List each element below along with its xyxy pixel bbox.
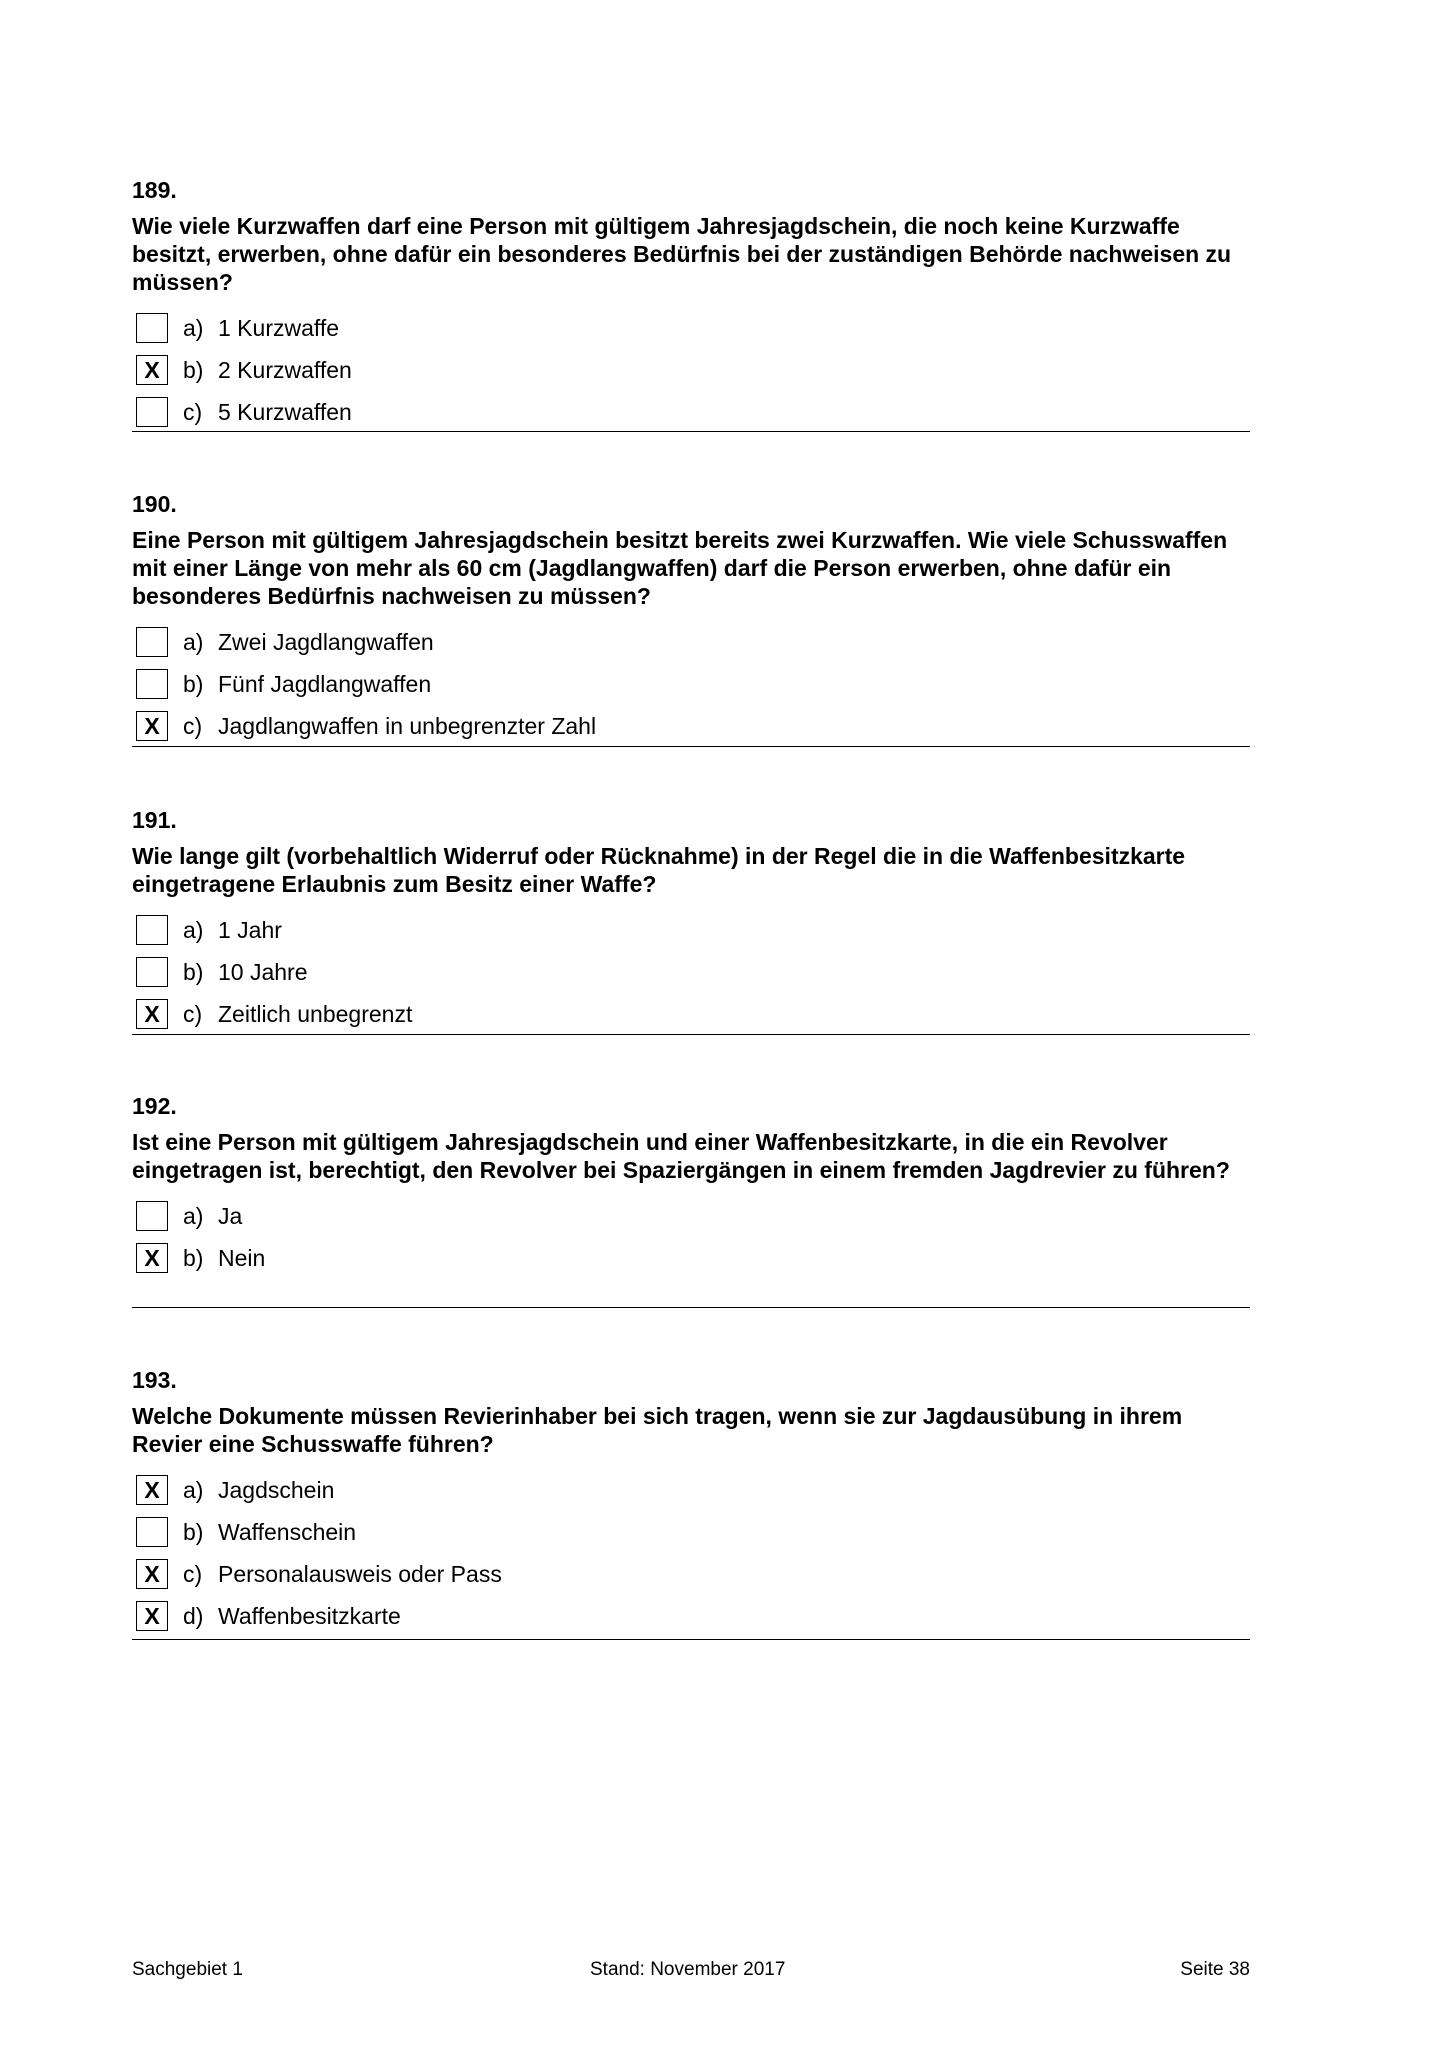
question-number: 190. [132, 491, 177, 517]
answer-letter: a) [183, 628, 204, 655]
answer-option [132, 621, 1250, 663]
answer-option [132, 1195, 1250, 1237]
question-block [132, 176, 1250, 433]
answer-text: 10 Jahre [218, 958, 308, 985]
question-block [132, 490, 1250, 747]
answer-option [132, 1469, 1250, 1511]
question-divider [132, 1639, 1250, 1640]
answer-option [132, 1553, 1250, 1595]
answer-letter: b) [183, 670, 204, 697]
answer-checkbox[interactable]: X [136, 999, 168, 1029]
question-text: Welche Dokumente müssen Revierinhaber bei sich tragen, wenn sie zur Jagdausübung in ihrem Revier eine Schusswaffe führen? [132, 1403, 1183, 1457]
answer-checkbox[interactable]: X [136, 1559, 168, 1589]
question-number: 189. [132, 177, 177, 203]
question-divider [132, 1034, 1250, 1035]
answer-list [132, 307, 1250, 433]
answer-letter: b) [183, 356, 204, 383]
answer-text: 1 Jahr [218, 916, 282, 943]
answer-text: Jagdschein [218, 1476, 335, 1503]
answer-letter: b) [183, 1244, 204, 1271]
question-block [132, 1366, 1250, 1637]
answer-checkbox[interactable]: X [136, 355, 168, 385]
answer-list [132, 621, 1250, 747]
answer-option [132, 349, 1250, 391]
answer-option [132, 909, 1250, 951]
answer-option [132, 307, 1250, 349]
answer-option [132, 1511, 1250, 1553]
answer-text: Zwei Jagdlangwaffen [218, 628, 434, 655]
answer-checkbox[interactable] [136, 957, 168, 987]
answer-checkbox[interactable] [136, 1201, 168, 1231]
answer-letter: a) [183, 1476, 204, 1503]
answer-checkbox[interactable]: X [136, 1243, 168, 1273]
question-number: 191. [132, 807, 177, 833]
question-block [132, 1092, 1250, 1279]
question-text: Wie viele Kurzwaffen darf eine Person mit gültigem Jahresjagdschein, die noch keine Kurzwaffe besitzt, erwerben, ohne dafür ein besonderes Bedürfnis bei der zuständigen Behörde nachweisen zu müssen? [132, 213, 1232, 295]
question-divider [132, 431, 1250, 432]
answer-letter: b) [183, 1518, 204, 1545]
page-footer [132, 1959, 1250, 1989]
answer-option [132, 705, 1250, 747]
answer-checkbox[interactable] [136, 313, 168, 343]
answer-text: Nein [218, 1244, 266, 1271]
question-block [132, 806, 1250, 1035]
answer-option [132, 993, 1250, 1035]
answer-checkbox[interactable] [136, 669, 168, 699]
answer-option [132, 1595, 1250, 1637]
answer-checkbox[interactable] [136, 397, 168, 427]
question-number: 193. [132, 1367, 177, 1393]
answer-list [132, 909, 1250, 1035]
answer-letter: a) [183, 314, 204, 341]
answer-text: Waffenbesitzkarte [218, 1602, 401, 1629]
answer-list [132, 1195, 1250, 1279]
answer-checkbox[interactable] [136, 627, 168, 657]
footer-date-label: Stand: November 2017 [590, 1959, 786, 1980]
answer-text: Ja [218, 1202, 243, 1229]
question-divider [132, 1307, 1250, 1308]
answer-letter: d) [183, 1602, 204, 1629]
answer-letter: c) [183, 1560, 203, 1587]
answer-letter: a) [183, 916, 204, 943]
question-text: Ist eine Person mit gültigem Jahresjagdschein und einer Waffenbesitzkarte, in die ein Revolver eingetragen ist, berechtigt, den Revolver bei Spaziergängen in einem fremden Jagdrevier zu führen? [132, 1129, 1230, 1183]
answer-text: 5 Kurzwaffen [218, 398, 352, 425]
answer-checkbox[interactable]: X [136, 711, 168, 741]
answer-text: Zeitlich unbegrenzt [218, 1000, 413, 1027]
footer-page-number: Seite 38 [1180, 1959, 1250, 1980]
question-text: Wie lange gilt (vorbehaltlich Widerruf oder Rücknahme) in der Regel die in die Waffenbesitzkarte eingetragene Erlaubnis zum Besitz einer Waffe? [132, 843, 1186, 897]
answer-text: 2 Kurzwaffen [218, 356, 352, 383]
answer-text: Jagdlangwaffen in unbegrenzter Zahl [218, 712, 597, 739]
answer-letter: a) [183, 1202, 204, 1229]
answer-text: Personalausweis oder Pass [218, 1560, 502, 1587]
answer-option [132, 1237, 1250, 1279]
answer-text: 1 Kurzwaffe [218, 314, 340, 341]
answer-letter: c) [183, 712, 203, 739]
question-number: 192. [132, 1093, 177, 1119]
question-text: Eine Person mit gültigem Jahresjagdschein besitzt bereits zwei Kurzwaffen. Wie viele Schusswaffen mit einer Länge von mehr als 60 cm (Jagdlangwaffen) darf die Person erwerben, ohne dafür ein besonderes Bedürfnis nachweisen zu müssen? [132, 527, 1228, 609]
footer-section-label: Sachgebiet 1 [132, 1959, 243, 1980]
answer-letter: c) [183, 398, 203, 425]
answer-checkbox[interactable] [136, 1517, 168, 1547]
answer-option [132, 951, 1250, 993]
answer-letter: b) [183, 958, 204, 985]
answer-checkbox[interactable] [136, 915, 168, 945]
question-divider [132, 746, 1250, 747]
answer-text: Fünf Jagdlangwaffen [218, 670, 432, 697]
answer-checkbox[interactable]: X [136, 1601, 168, 1631]
answer-list [132, 1469, 1250, 1637]
answer-option [132, 391, 1250, 433]
answer-letter: c) [183, 1000, 203, 1027]
answer-text: Waffenschein [218, 1518, 357, 1545]
answer-checkbox[interactable]: X [136, 1475, 168, 1505]
answer-option [132, 663, 1250, 705]
